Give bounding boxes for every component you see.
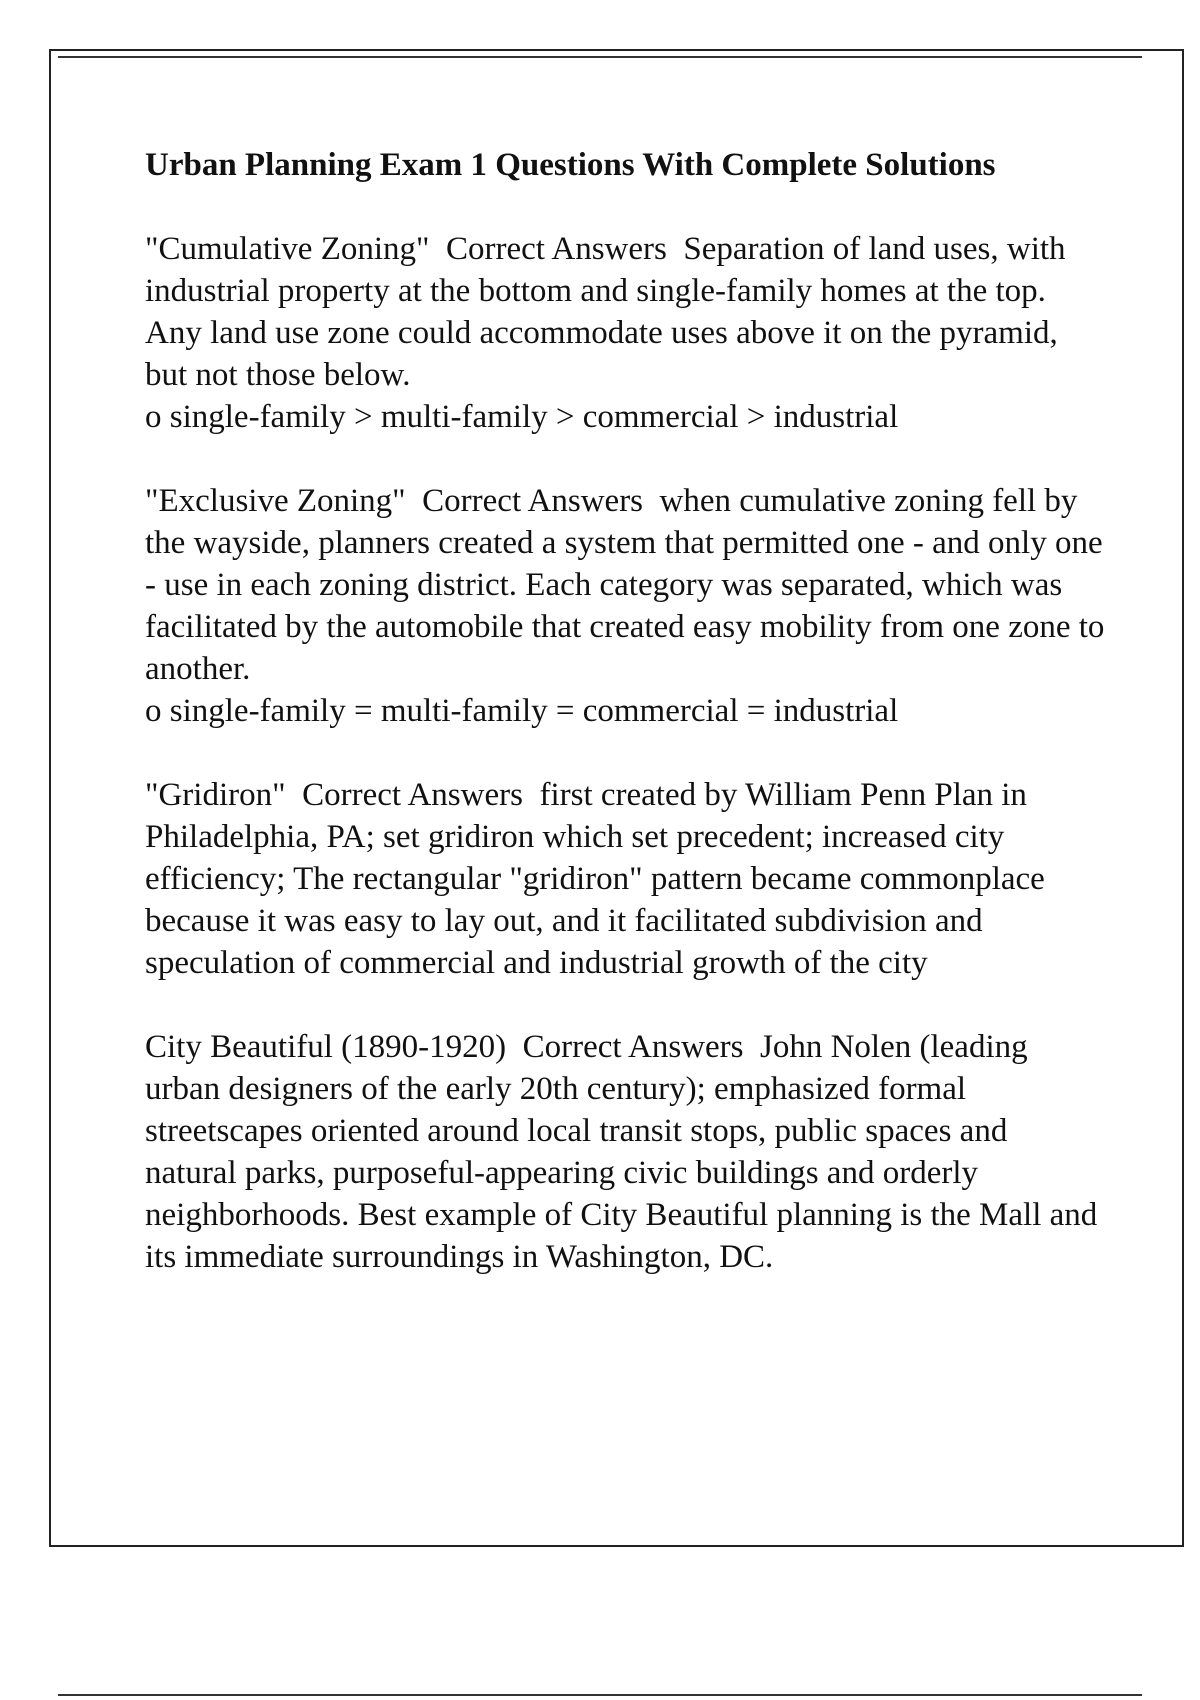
qa-term: City Beautiful (1890-1920) bbox=[145, 1029, 507, 1065]
qa-item bbox=[145, 774, 1105, 984]
qa-separator: Correct Answers bbox=[405, 483, 660, 519]
qa-answer: John Nolen (leading urban designers of the early 20th century); emphasized formal streetscapes oriented around local transit stops, public spaces and natural parks, purposeful-appearing civic buildings and orderly neighborhoods. Best example of City Beautiful planning is the Mall and its immediate surroundings in Washington, DC. bbox=[145, 1029, 1106, 1275]
qa-item bbox=[145, 480, 1113, 732]
qa-term: "Gridiron" bbox=[145, 777, 286, 813]
qa-answer: first created by William Penn Plan in Philadelphia, PA; set gridiron which set precedent; increased city efficiency; The rectangular "gridiron" pattern became commonplace because it was easy to lay out, and it facilitated subdivision and speculation of commercial and industrial growth of the city bbox=[145, 777, 1054, 981]
qa-separator: Correct Answers bbox=[429, 231, 684, 267]
qa-extra: o single-family > multi-family > commercial > industrial bbox=[145, 399, 899, 435]
qa-item bbox=[145, 1026, 1105, 1278]
qa-term: "Exclusive Zoning" bbox=[145, 483, 406, 519]
qa-answer: Separation of land uses, with industrial property at the bottom and single-family homes at the top. Any land use zone could accommodate uses above it on the pyramid, but not those below. bbox=[145, 231, 1074, 393]
document-body bbox=[145, 144, 1113, 1320]
qa-item bbox=[145, 228, 1105, 438]
qa-term: "Cumulative Zoning" bbox=[145, 231, 430, 267]
qa-extra: o single-family = multi-family = commercial = industrial bbox=[145, 693, 899, 729]
document-title: Urban Planning Exam 1 Questions With Complete Solutions bbox=[145, 147, 996, 183]
qa-answer: when cumulative zoning fell by the wayside, planners created a system that permitted one - and only one - use in each zoning district. Each category was separated, which was facilitated by the automobile that created easy mobility from one zone to another. bbox=[145, 483, 1113, 687]
bottom-rule bbox=[58, 1694, 1142, 1696]
qa-separator: Correct Answers bbox=[506, 1029, 760, 1065]
qa-separator: Correct Answers bbox=[285, 777, 540, 813]
